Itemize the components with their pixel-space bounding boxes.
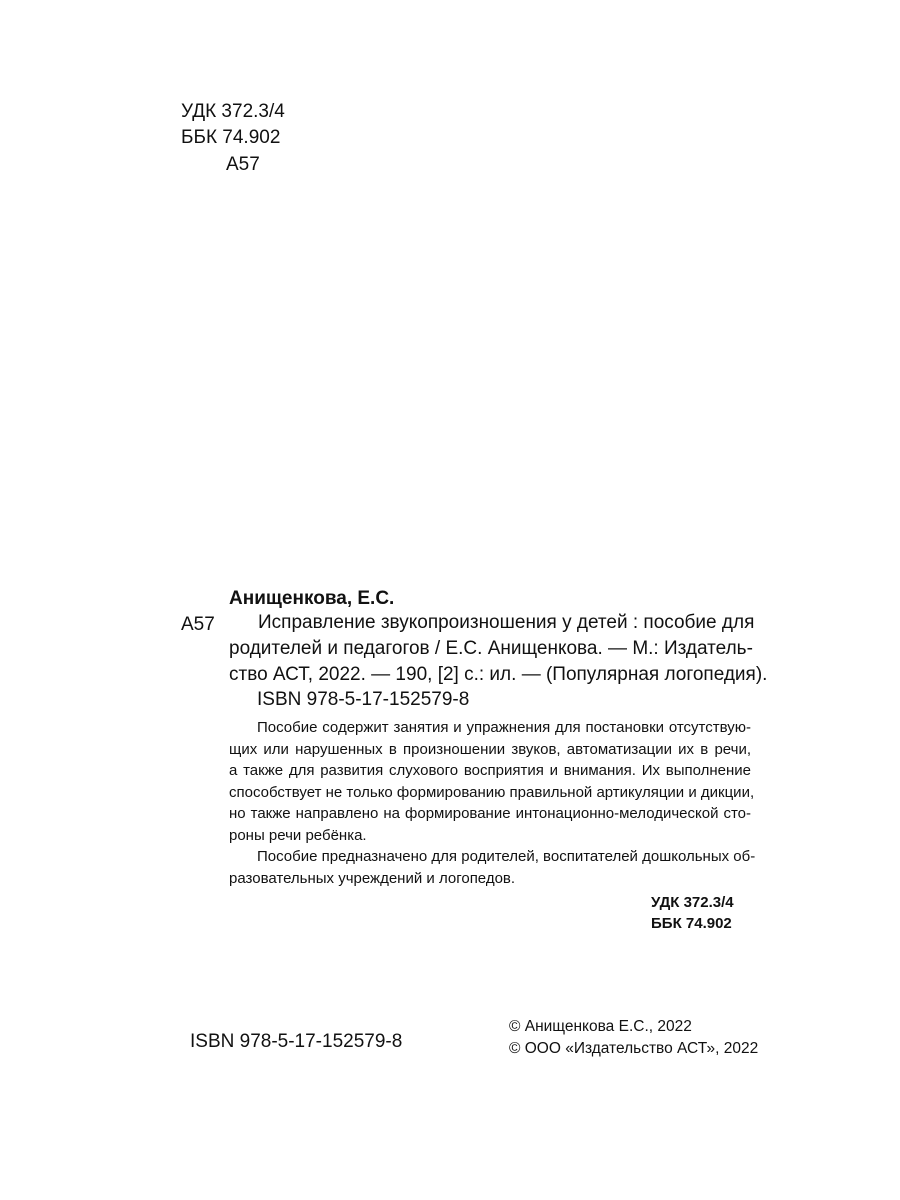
top-bbk: ББК 74.902: [181, 127, 281, 148]
annotation-line-8: разовательных учреждений и логопедов.: [229, 869, 516, 887]
author-heading: Анищенкова, Е.С.: [229, 588, 395, 609]
annotation-line-4: способствует не только формированию правильной артикуляции и дикции,: [229, 783, 755, 801]
copyright-publisher: © ООО «Издательство АСТ», 2022: [509, 1040, 759, 1057]
annotation-line-5: но также направлено на формирование интонационно-мелодической сто-: [229, 805, 751, 822]
annotation-line-3: а также для развития слухового восприятия и внимания. Их выполнение: [229, 762, 751, 779]
annotation-line-2: щих или нарушенных в произношении звуков, автоматизации их в речи,: [229, 740, 751, 758]
codes-udk: УДК 372.3/4: [651, 894, 734, 911]
annotation-line-7: Пособие предназначено для родителей, воспитателей дошкольных об-: [257, 848, 756, 865]
top-udk: УДК 372.3/4: [181, 101, 285, 122]
bib-author-sign: А57: [181, 614, 215, 635]
bib-isbn: ISBN 978-5-17-152579-8: [257, 689, 470, 710]
codes-bbk: ББК 74.902: [651, 915, 732, 932]
footer-isbn: ISBN 978-5-17-152579-8: [190, 1031, 403, 1052]
top-author-sign: А57: [226, 154, 260, 175]
bib-line-3: ство АСТ, 2022. — 190, [2] с.: ил. — (Популярная логопедия).: [229, 664, 768, 685]
bib-line-2: родителей и педагогов / Е.С. Анищенкова. — М.: Издатель-: [229, 638, 753, 659]
annotation-line-1: Пособие содержит занятия и упражнения для постановки отсутствую-: [257, 719, 751, 736]
copyright-author: © Анищенкова Е.С., 2022: [509, 1018, 692, 1035]
annotation-line-6: роны речи ребёнка.: [229, 826, 367, 844]
bib-line-1: Исправление звукопроизношения у детей : пособие для: [258, 612, 755, 633]
